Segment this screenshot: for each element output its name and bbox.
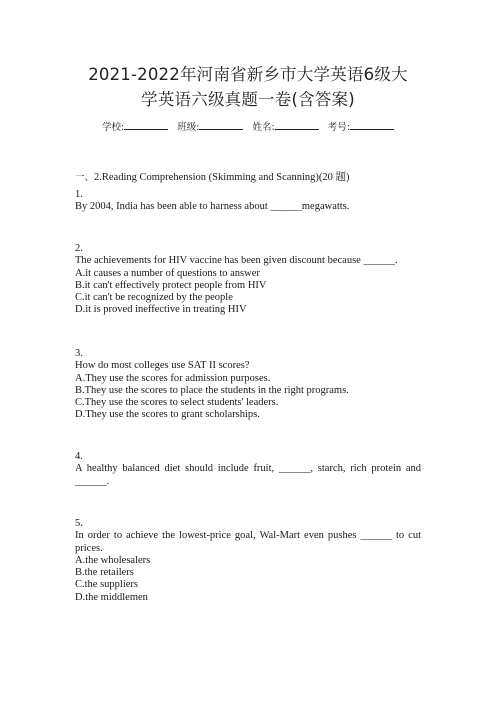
section-heading [75,169,349,184]
name-field [253,122,319,133]
school-blank [124,120,168,130]
question-2 [75,243,421,317]
class-label: 班级: [177,122,200,133]
question-number: 5. [75,518,83,529]
school-field [102,122,168,133]
option-d: D.They use the scores to grant scholarships. [75,409,260,421]
question-number: 4. [75,451,83,462]
question-stem: The achievements for HIV vaccine has been given discount because ______. [75,255,398,267]
question-1 [75,189,421,214]
exam-number-label: 考号: [327,122,350,133]
question-stem: A healthy balanced diet should include fruit, ______, starch, rich protein and ______. [75,463,421,487]
option-d: D.the middlemen [75,591,148,603]
option-a: A.it causes a number of questions to answer [75,267,260,279]
question-4 [75,451,421,488]
name-label: 姓名: [252,122,275,133]
question-stem: By 2004, India has been able to harness about ______megawatts. [75,201,350,213]
question-stem: In order to achieve the lowest-price goal, Wal-Mart even pushes ______ to cut prices. [75,530,421,554]
section-title: 2.Reading Comprehension (Skimming and Scanning)(20 题) [94,172,350,183]
option-b: B.the retailers [75,567,134,579]
option-c: C.the suppliers [75,579,138,591]
question-3 [75,348,421,422]
question-number: 2. [75,243,83,254]
question-number: 3. [75,348,83,359]
student-info-row [0,119,496,133]
option-b: B.They use the scores to place the students in the right programs. [75,384,349,396]
option-c: C.They use the scores to select students' leaders. [75,397,279,409]
option-a: A.They use the scores for admission purposes. [75,372,271,384]
question-stem: How do most colleges use SAT II scores? [75,360,250,372]
exam-number-field [328,122,394,133]
class-field [177,122,243,133]
option-d: D.it is proved ineffective in treating HIV [75,304,247,316]
question-number: 1. [75,189,83,200]
class-blank [199,120,243,130]
title-line-1: 2021-2022年河南省新乡市大学英语6级大 [88,65,408,84]
option-a: A.the wholesalers [75,554,151,566]
option-c: C.it can't be recognized by the people [75,292,233,304]
exam-number-blank [350,120,394,130]
page-title [60,62,436,112]
section-prefix: 一、 [75,172,95,183]
question-5 [75,518,421,604]
option-b: B.it can't effectively protect people from HIV [75,279,267,291]
name-blank [275,120,319,130]
title-line-2: 学英语六级真题一卷(含答案) [141,90,355,109]
school-label: 学校: [102,122,125,133]
